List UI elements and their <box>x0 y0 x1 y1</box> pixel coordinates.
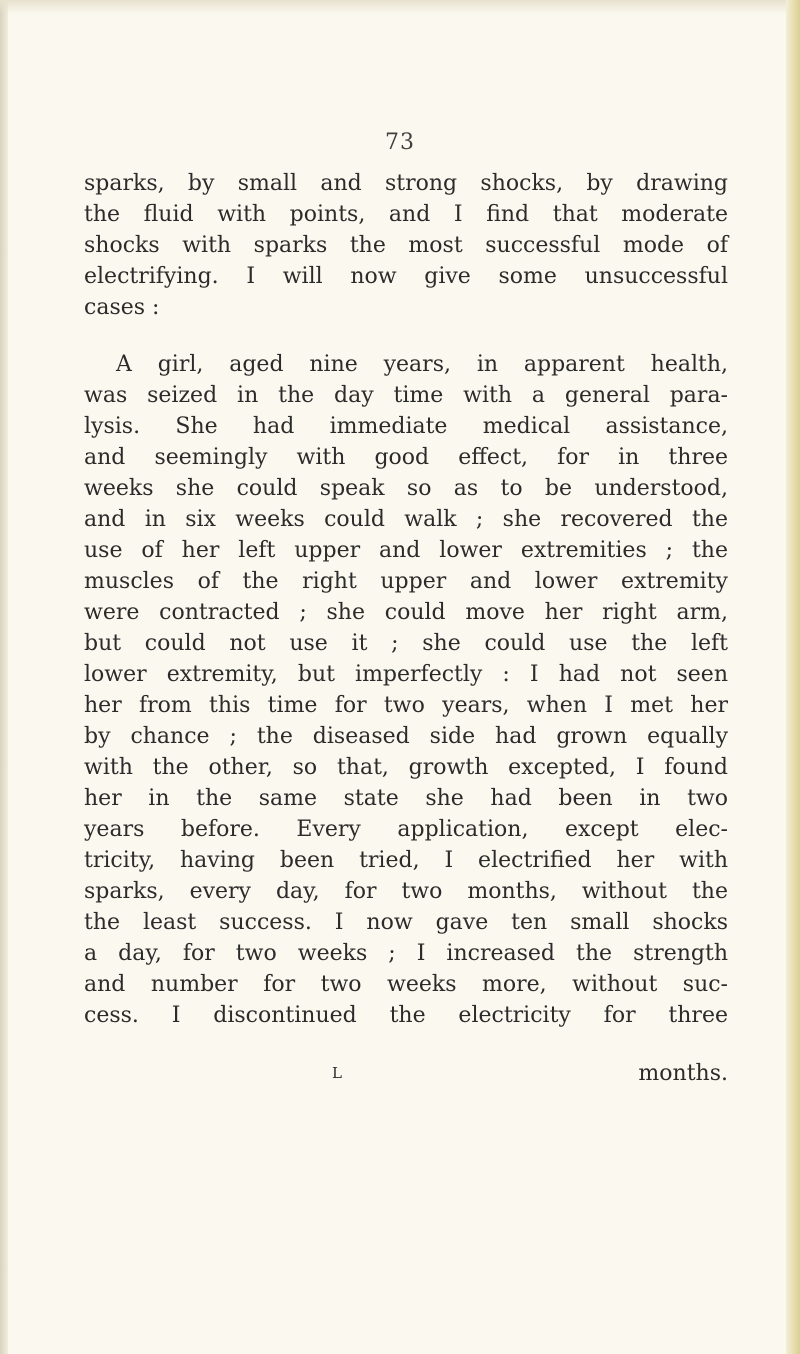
text-line: sparks, by small and strong shocks, by drawing <box>84 171 728 196</box>
text-line: a day, for two weeks ; I increased the strength <box>84 941 728 966</box>
text-line: sparks, every day, for two months, without the <box>84 879 728 904</box>
text-line: were contracted ; she could move her right arm, <box>84 600 728 625</box>
page-top-shadow <box>0 0 800 14</box>
text-line: weeks she could speak so as to be understood, <box>84 476 728 501</box>
paragraph-1 <box>84 168 728 323</box>
page-right-edge <box>786 0 800 1354</box>
text-line: by chance ; the diseased side had grown equally <box>84 724 728 749</box>
text-line: and in six weeks could walk ; she recovered the <box>84 507 728 532</box>
text-line: electrifying. I will now give some unsuccessful <box>84 264 728 289</box>
text-line: tricity, having been tried, I electrified her with <box>84 848 728 873</box>
text-line: the least success. I now gave ten small shocks <box>84 910 728 935</box>
text-line: and seemingly with good effect, for in three <box>84 445 728 470</box>
text-line: cases : <box>84 295 160 320</box>
text-line: muscles of the right upper and lower extremity <box>84 569 728 594</box>
page-number: 73 <box>385 130 415 155</box>
text-line: but could not use it ; she could use the left <box>84 631 728 656</box>
signature-mark: L <box>332 1064 343 1082</box>
catchword: months. <box>638 1061 728 1086</box>
text-line: years before. Every application, except elec- <box>84 817 728 842</box>
text-line: cess. I discontinued the electricity for three <box>84 1003 728 1028</box>
text-line: her in the same state she had been in two <box>84 786 728 811</box>
text-line: lysis. She had immediate medical assistance, <box>84 414 728 439</box>
text-line: and number for two weeks more, without suc- <box>84 972 728 997</box>
text-line: use of her left upper and lower extremities ; the <box>84 538 728 563</box>
text-line: with the other, so that, growth excepted, I found <box>84 755 728 780</box>
page-footer <box>84 1058 728 1089</box>
text-line: A girl, aged nine years, in apparent health, <box>116 352 728 377</box>
page-left-edge <box>0 0 8 1354</box>
text-line: shocks with sparks the most successful mode of <box>84 233 728 258</box>
body-text <box>84 168 728 1031</box>
text-line: was seized in the day time with a general para- <box>84 383 728 408</box>
text-line: the fluid with points, and I find that moderate <box>84 202 728 227</box>
text-line: lower extremity, but imperfectly : I had not seen <box>84 662 728 687</box>
text-line: her from this time for two years, when I met her <box>84 693 728 718</box>
paragraph-2 <box>84 349 728 1031</box>
paragraph-spacer <box>84 323 728 349</box>
